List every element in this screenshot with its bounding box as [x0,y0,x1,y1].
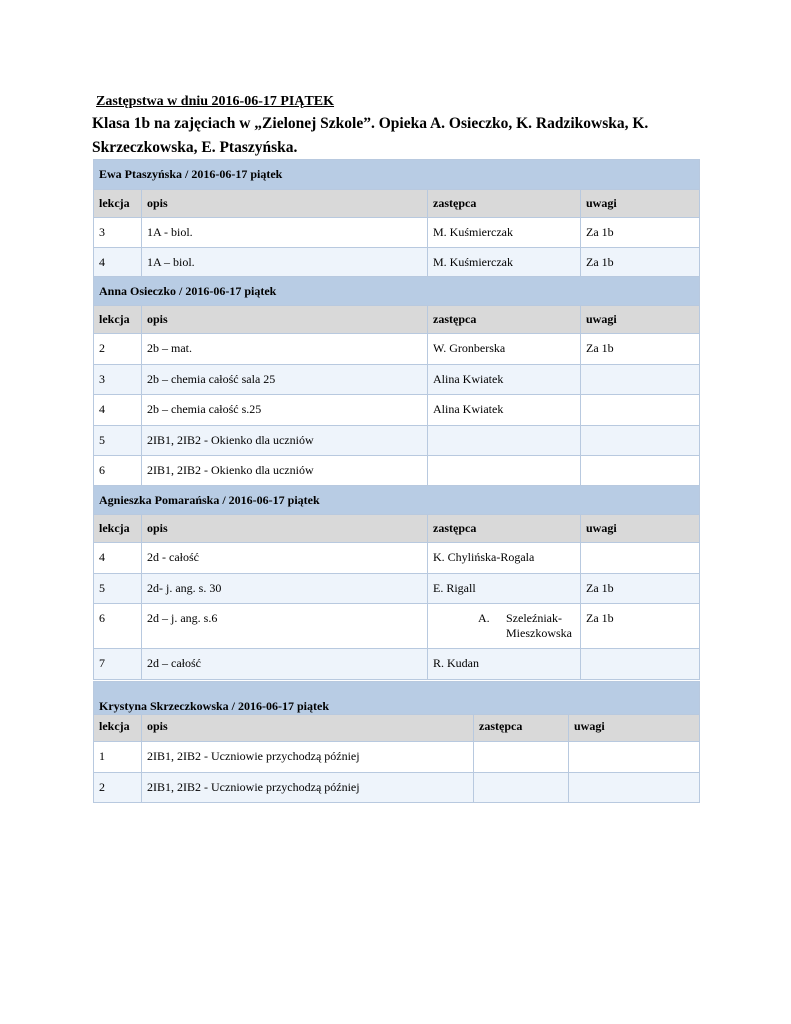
col-lekcja: lekcja [94,515,142,543]
list-marker: A. [478,611,490,625]
cell-lesson: 6 [94,456,142,486]
cell-lesson: 2 [94,773,142,803]
cell-desc: 2d – całość [142,649,428,680]
schedule-table-1 [93,159,700,680]
cell-lesson: 3 [94,218,142,248]
cell-sub [474,742,569,773]
table-row [94,426,700,456]
cell-notes [569,742,700,773]
table-row [94,395,700,426]
page-subtitle: Klasa 1b na zajęciach w „Zielonej Szkole”. Opieka A. Osieczko, K. Radzikowska, K. Skrzeczkowska, E. Ptaszyńska. [92,115,649,156]
schedule-table-2 [93,681,700,803]
cell-notes [581,456,700,486]
cell-desc: 2d- j. ang. s. 30 [142,574,428,604]
table-row [94,574,700,604]
cell-desc: 2b – chemia całość sala 25 [142,365,428,395]
teacher-header: Anna Osieczko / 2016-06-17 piątek [94,277,700,306]
col-uwagi: uwagi [581,190,700,218]
column-header-row [94,515,700,543]
col-opis: opis [142,515,428,543]
cell-desc: 2IB1, 2IB2 - Uczniowie przychodzą później [142,742,474,773]
column-header-row [94,306,700,334]
cell-sub: R. Kudan [428,649,581,680]
cell-desc: 1A - biol. [142,218,428,248]
cell-notes: Za 1b [581,574,700,604]
col-opis: opis [142,715,474,742]
cell-desc: 2b – mat. [142,334,428,365]
table-row [94,218,700,248]
table-row [94,773,700,803]
cell-notes: Za 1b [581,218,700,248]
teacher-header: Ewa Ptaszyńska / 2016-06-17 piątek [94,160,700,190]
col-lekcja: lekcja [94,715,142,742]
cell-sub [428,426,581,456]
cell-desc: 2d - całość [142,543,428,574]
cell-notes: Za 1b [581,248,700,277]
cell-lesson: 7 [94,649,142,680]
col-uwagi: uwagi [581,306,700,334]
cell-sub: Alina Kwiatek [428,365,581,395]
cell-sub: K. Chylińska-Rogala [428,543,581,574]
cell-lesson: 3 [94,365,142,395]
cell-lesson: 4 [94,543,142,574]
col-opis: opis [142,306,428,334]
cell-lesson: 2 [94,334,142,365]
cell-sub [474,773,569,803]
teacher-header-row [94,277,700,306]
col-zastepca: zastępca [428,190,581,218]
cell-sub: M. Kuśmierczak [428,248,581,277]
sub-name: Szeleźniak-Mieszkowska [506,611,572,640]
cell-desc: 2IB1, 2IB2 - Okienko dla uczniów [142,426,428,456]
cell-lesson: 1 [94,742,142,773]
col-opis: opis [142,190,428,218]
col-uwagi: uwagi [581,515,700,543]
col-zastepca: zastępca [474,715,569,742]
teacher-header-row [94,160,700,190]
cell-lesson: 5 [94,574,142,604]
table-row [94,334,700,365]
cell-desc: 2b – chemia całość s.25 [142,395,428,426]
cell-notes [581,395,700,426]
table-row [94,604,700,649]
cell-notes [581,365,700,395]
cell-lesson: 6 [94,604,142,649]
table-row [94,365,700,395]
cell-notes [581,543,700,574]
cell-notes [569,773,700,803]
col-lekcja: lekcja [94,306,142,334]
table-row [94,248,700,277]
cell-desc: 2d – j. ang. s.6 [142,604,428,649]
teacher-header-row [94,486,700,515]
col-zastepca: zastępca [428,515,581,543]
teacher-header-row [94,682,700,715]
cell-notes [581,649,700,680]
table-row [94,456,700,486]
cell-desc: 1A – biol. [142,248,428,277]
cell-desc: 2IB1, 2IB2 - Okienko dla uczniów [142,456,428,486]
cell-notes: Za 1b [581,334,700,365]
cell-lesson: 4 [94,395,142,426]
cell-sub: M. Kuśmierczak [428,218,581,248]
table-row [94,742,700,773]
column-header-row [94,190,700,218]
page-title: Zastępstwa w dniu 2016-06-17 PIĄTEK [96,94,335,109]
col-lekcja: lekcja [94,190,142,218]
cell-sub [428,604,581,649]
cell-desc: 2IB1, 2IB2 - Uczniowie przychodzą później [142,773,474,803]
table-row [94,543,700,574]
teacher-header: Krystyna Skrzeczkowska / 2016-06-17 piątek [94,682,700,715]
cell-notes [581,426,700,456]
cell-sub: W. Gronberska [428,334,581,365]
teacher-header: Agnieszka Pomarańska / 2016-06-17 piątek [94,486,700,515]
col-uwagi: uwagi [569,715,700,742]
cell-sub [428,456,581,486]
col-zastepca: zastępca [428,306,581,334]
cell-notes: Za 1b [581,604,700,649]
table-row [94,649,700,680]
column-header-row [94,715,700,742]
cell-lesson: 5 [94,426,142,456]
cell-lesson: 4 [94,248,142,277]
cell-sub: E. Rigall [428,574,581,604]
cell-sub: Alina Kwiatek [428,395,581,426]
